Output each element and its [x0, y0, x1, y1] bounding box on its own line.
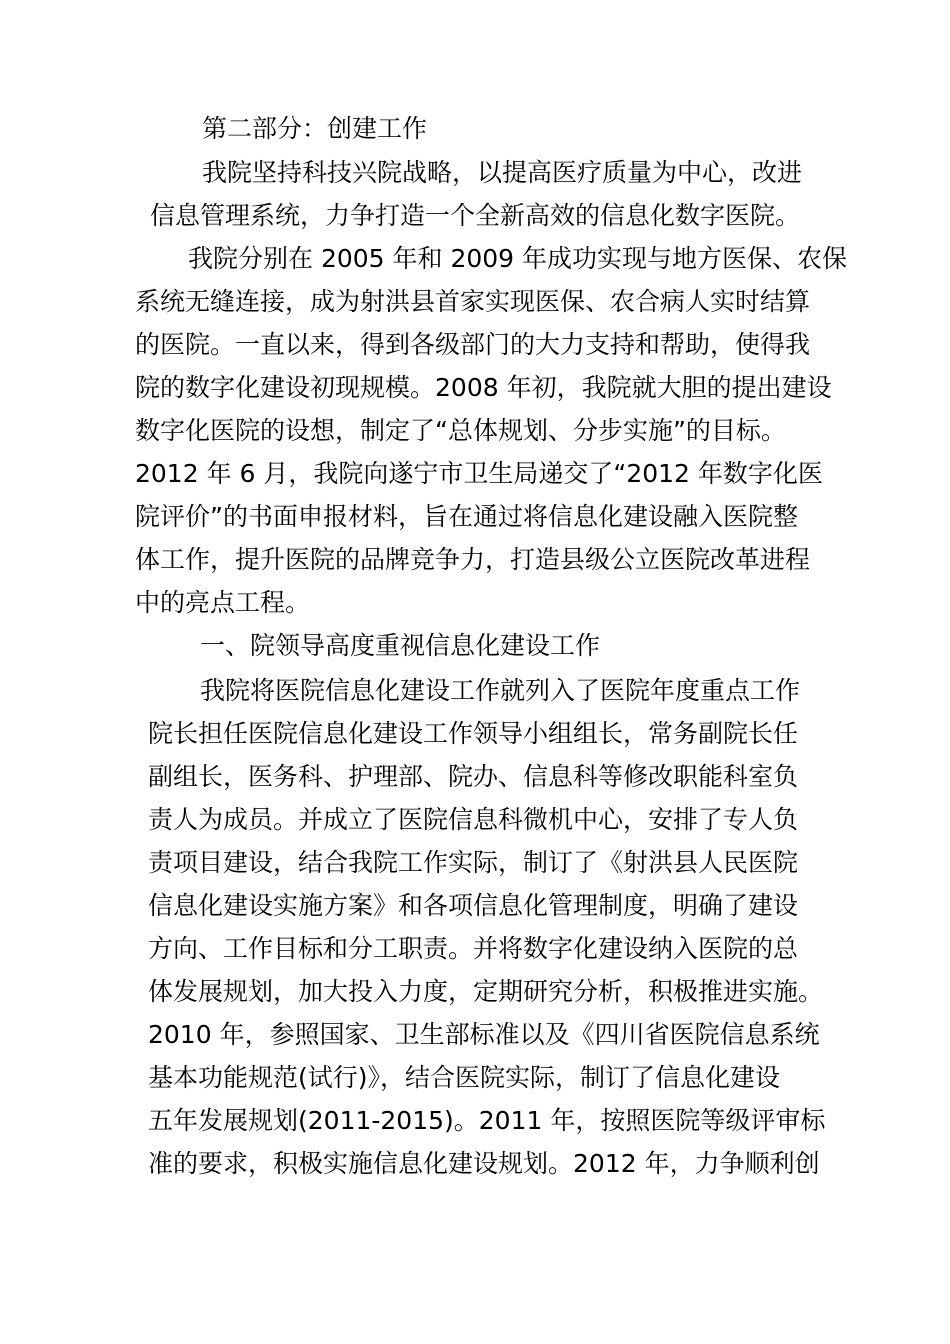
leadership-line: 体发展规划，加大投入力度，定期研究分析，积极推进实施。 [148, 977, 824, 1006]
history-line: 的医院。一直以来，得到各级部门的大力支持和帮助，使得我 [135, 330, 811, 359]
leadership-line: 责项目建设，结合我院工作实际，制订了《射洪县人民医院 [148, 848, 799, 877]
history-line: 2012 年 6 月，我院向遂宁市卫生局递交了“2012 年数字化医 [135, 459, 823, 488]
history-line: 体工作，提升医院的品牌竞争力，打造县级公立医院改革进程 [135, 545, 811, 574]
history-line: 院的数字化建设初现规模。2008 年初，我院就大胆的提出建设 [135, 373, 832, 402]
history-line: 系统无缝连接，成为射洪县首家实现医保、农合病人实时结算 [135, 287, 811, 316]
leadership-line: 2010 年，参照国家、卫生部标准以及《四川省医院信息系统 [148, 1020, 820, 1049]
leadership-line: 方向、工作目标和分工职责。并将数字化建设纳入医院的总 [148, 934, 799, 963]
history-line: 我院分别在 2005 年和 2009 年成功实现与地方医保、农保 [188, 244, 848, 273]
intro-line: 我院坚持科技兴院战略，以提高医疗质量为中心，改进 [202, 158, 803, 187]
leadership-line: 副组长，医务科、护理部、院办、信息科等修改职能科室负 [148, 762, 799, 791]
section-heading: 第二部分：创建工作 [202, 114, 428, 143]
leadership-line: 基本功能规范(试行)》，结合医院实际，制订了信息化建设 [148, 1063, 781, 1092]
history-line: 数字化医院的设想，制定了“总体规划、分步实施”的目标。 [135, 416, 786, 445]
history-line: 中的亮点工程。 [135, 588, 311, 617]
leadership-line: 准的要求，积极实施信息化建设规划。2012 年，力争顺利创 [148, 1149, 820, 1178]
subheading: 一、院领导高度重视信息化建设工作 [200, 631, 601, 660]
leadership-line: 信息化建设实施方案》和各项信息化管理制度，明确了建设 [148, 891, 799, 920]
leadership-line: 责人为成员。并成立了医院信息科微机中心，安排了专人负 [148, 805, 799, 834]
leadership-line: 五年发展规划(2011-2015)。2011 年，按照医院等级评审标 [148, 1106, 826, 1135]
intro-line: 信息管理系统，力争打造一个全新高效的信息化数字医院。 [150, 201, 801, 230]
leadership-line: 我院将医院信息化建设工作就列入了医院年度重点工作 [200, 676, 801, 705]
history-line: 院评价”的书面申报材料，旨在通过将信息化建设融入医院整 [135, 502, 798, 531]
leadership-line: 院长担任医院信息化建设工作领导小组组长，常务副院长任 [148, 719, 799, 748]
